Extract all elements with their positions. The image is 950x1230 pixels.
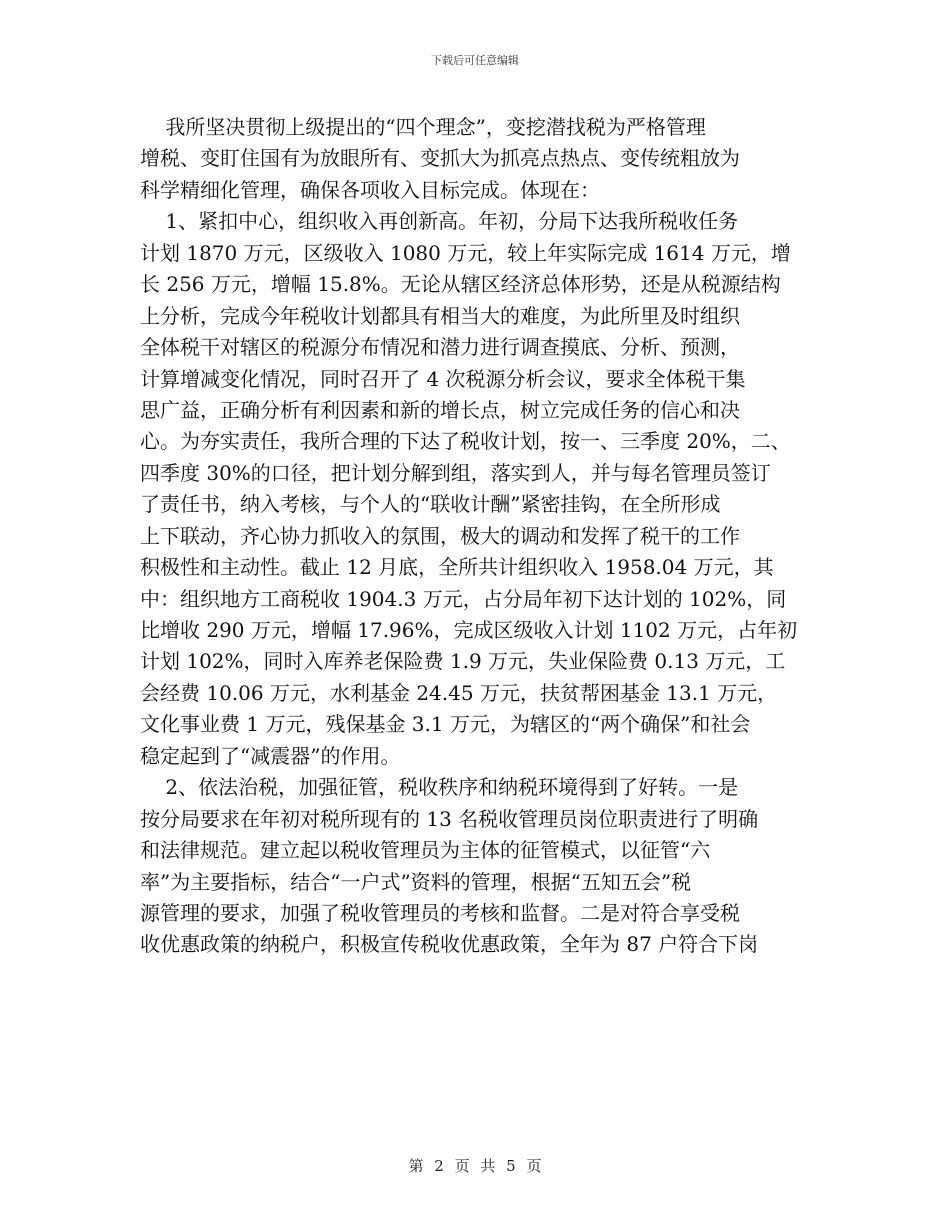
text-line: 计算增减变化情况，同时召开了 4 次税源分析会议，要求全体税干集 — [140, 366, 746, 391]
text-line: 稳定起到了“减震器”的作用。 — [140, 743, 401, 768]
page-number-footer: 第 2 页 共 5 页 — [408, 1157, 542, 1175]
page-header-note: 下载后可任意编辑 — [431, 54, 519, 67]
text-line: 计划 102%，同时入库养老保险费 1.9 万元，失业保险费 0.13 万元，工 — [140, 649, 786, 674]
text-line: 按分局要求在年初对税所现有的 13 名税收管理员岗位职责进行了明确 — [140, 806, 759, 831]
text-line: 计划 1870 万元，区级收入 1080 万元，较上年实际完成 1614 万元，增 — [140, 240, 791, 265]
text-line: 科学精细化管理，确保各项收入目标完成。体现在： — [140, 177, 600, 202]
text-line: 上分析，完成今年税收计划都具有相当大的难度，为此所里及时组织 — [140, 303, 740, 328]
text-line: 四季度 30%的口径，把计划分解到组，落实到人，并与每名管理员签订 — [140, 460, 771, 485]
text-line: 和法律规范。建立起以税收管理员为主体的征管模式，以征管“六 — [140, 838, 711, 863]
text-line: 积极性和主动性。截止 12 月底，全所共计组织收入 1958.04 万元，其 — [140, 555, 774, 580]
document-body — [140, 112, 820, 961]
text-line: 全体税干对辖区的税源分布情况和潜力进行调查摸底、分析、预测， — [140, 335, 740, 360]
text-line: 中：组织地方工商税收 1904.3 万元，占分局年初下达计划的 102%，同 — [140, 586, 787, 611]
text-line: 我所坚决贯彻上级提出的“四个理念”，变挖潜找税为严格管理 — [140, 115, 706, 139]
text-line: 增税、变盯住国有为放眼所有、变抓大为抓亮点热点、变传统粗放为 — [140, 146, 740, 171]
text-line: 会经费 10.06 万元，水利基金 24.45 万元，扶贫帮困基金 13.1 万元， — [140, 680, 778, 705]
text-line: 比增收 290 万元，增幅 17.96%，完成区级收入计划 1102 万元，占年初 — [140, 618, 798, 642]
text-line: 长 256 万元，增幅 15.8%。无论从辖区经济总体形势，还是从税源结构 — [140, 272, 781, 297]
text-line: 收优惠政策的纳税户，积极宣传税收优惠政策，全年为 87 户符合下岗 — [140, 932, 759, 957]
text-line: 上下联动，齐心协力抓收入的氛围，极大的调动和发挥了税干的工作 — [140, 523, 740, 548]
text-line: 心。为夯实责任，我所合理的下达了税收计划，按一、三季度 20%，二、 — [140, 429, 791, 454]
text-line: 思广益，正确分析有利因素和新的增长点，树立完成任务的信心和决 — [140, 397, 740, 422]
text-line: 率”为主要指标，结合“一户式”资料的管理，根据“五知五会”税 — [140, 869, 692, 894]
text-line: 源管理的要求，加强了税收管理员的考核和监督。二是对符合享受税 — [140, 900, 740, 925]
text-line: 了责任书，纳入考核，与个人的“联收计酬”紧密挂钩，在全所形成 — [140, 492, 721, 517]
text-line: 2、依法治税，加强征管，税收秩序和纳税环境得到了好转。一是 — [140, 775, 739, 800]
text-line: 1、紧扣中心，组织收入再创新高。年初，分局下达我所税收任务 — [140, 209, 739, 234]
text-line: 文化事业费 1 万元，残保基金 3.1 万元，为辖区的“两个确保”和社会 — [140, 712, 751, 737]
